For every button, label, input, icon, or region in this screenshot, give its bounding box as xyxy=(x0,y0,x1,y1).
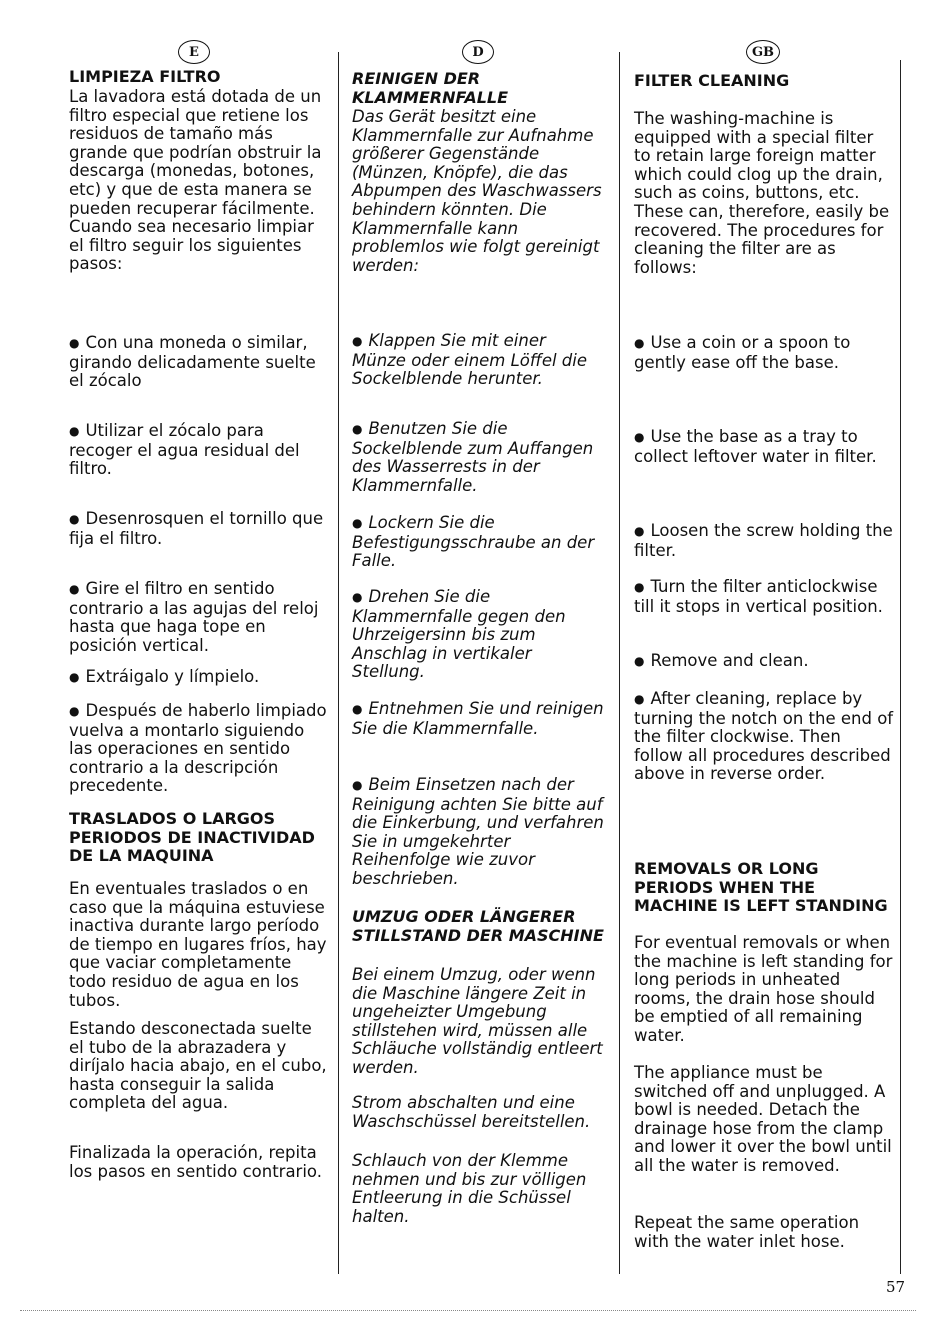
es-heading-filter: LIMPIEZA FILTRO xyxy=(69,67,221,86)
gb-intro-paragraph: The washing-machine is equipped with a special filter to retain large foreign matter which could clog up the drain, such as coins, buttons, etc. These can, therefore, easily be recovered. The procedures for cleaning the filter are as follows: xyxy=(634,109,890,277)
de-step-4: ● Drehen Sie die Klammernfalle gegen den Uhrzeigersinn bis zum Anschlag in vertikaler Stellung. xyxy=(352,588,604,682)
de-step-3: ● Lockern Sie die Befestigungsschraube an der Falle. xyxy=(352,514,604,571)
page-number: 57 xyxy=(886,1278,906,1296)
de-step-5: ● Entnehmen Sie und reinigen Sie die Klammernfalle. xyxy=(352,700,604,738)
gb-step-1: ● Use a coin or a spoon to gently ease off the base. xyxy=(634,334,894,372)
footer-rule xyxy=(20,1310,916,1311)
gb-step-6: ● After cleaning, replace by turning the notch on the end of the filter clockwise. Then follow all procedures described above in reverse order. xyxy=(634,690,894,784)
es-step-1: ● Con una moneda o similar, girando delicadamente suelte el zócalo xyxy=(69,334,331,391)
es-step-3: ● Desenrosquen el tornillo que fija el filtro. xyxy=(69,510,331,548)
gb-heading-removals: REMOVALS OR LONG PERIODS WHEN THE MACHINE IS LEFT STANDING xyxy=(634,859,888,915)
es-removals-paragraph-2: Estando desconectada suelte el tubo de la abrazadera y diríjalo hacia abajo, en el cubo, hasta conseguir la salida completa del agua. xyxy=(69,1019,327,1113)
gb-step-4: ● Turn the filter anticlockwise till it stops in vertical position. xyxy=(634,578,894,616)
de-heading-filter: REINIGEN DER KLAMMERNFALLE xyxy=(352,69,509,107)
de-removals-paragraph-2: Strom abschalten und eine Waschschüssel bereitstellen. xyxy=(352,1093,591,1131)
es-intro-paragraph: La lavadora está dotada de un filtro especial que retiene los residuos de tamaño más grande que podrían obstruir la descarga (monedas, botones, etc) y que de esta manera se pueden recuperar fácilmente. Cuando sea necesario limpiar el filtro seguir los siguientes pasos: xyxy=(69,87,322,274)
de-removals-paragraph-3: Schlauch von der Klemme nehmen und bis zur völligen Entleerung in die Schüssel halten. xyxy=(352,1151,587,1226)
language-badge-gb: GB xyxy=(746,40,780,64)
gb-step-5: ● Remove and clean. xyxy=(634,652,894,672)
language-badge-de: D xyxy=(462,40,494,64)
language-badge-es: E xyxy=(178,40,210,64)
es-heading-removals: TRASLADOS O LARGOS PERIODOS DE INACTIVIDAD DE LA MAQUINA xyxy=(69,809,315,865)
gb-removals-paragraph-1: For eventual removals or when the machine is left standing for long periods in unheated rooms, the drain hose should be emptied of all remaining water. xyxy=(634,933,893,1045)
gb-heading-filter: FILTER CLEANING xyxy=(634,71,790,90)
gb-step-3: ● Loosen the screw holding the filter. xyxy=(634,522,894,560)
column-divider-3 xyxy=(900,60,901,1274)
es-removals-paragraph-3: Finalizada la operación, repita los pasos en sentido contrario. xyxy=(69,1143,322,1181)
column-divider-1 xyxy=(338,52,339,1274)
es-step-2: ● Utilizar el zócalo para recoger el agua residual del filtro. xyxy=(69,422,331,479)
de-heading-removals: UMZUG ODER LÄNGERER STILLSTAND DER MASCHINE xyxy=(352,907,604,945)
gb-removals-paragraph-3: Repeat the same operation with the water inlet hose. xyxy=(634,1213,860,1251)
de-removals-paragraph-1: Bei einem Umzug, oder wenn die Maschine längere Zeit in ungeheizter Umgebung stillstehen wird, müssen alle Schläuche vollständig entleert werden. xyxy=(352,965,603,1077)
de-intro-paragraph: Das Gerät besitzt eine Klammernfalle zur Aufnahme größerer Gegenstände (Münzen, Knöpfe), die das Abpumpen des Waschwassers behindern könnten. Die Klammernfalle kann problemlos wie folgt gereinigt werden: xyxy=(352,107,602,275)
de-step-1: ● Klappen Sie mit einer Münze oder einem Löffel die Sockelblende herunter. xyxy=(352,332,604,389)
gb-step-2: ● Use the base as a tray to collect leftover water in filter. xyxy=(634,428,894,466)
gb-removals-paragraph-2: The appliance must be switched off and unplugged. A bowl is needed. Detach the drainage hose from the clamp and lower it over the bowl until all the water is removed. xyxy=(634,1063,892,1175)
de-step-2: ● Benutzen Sie die Sockelblende zum Auffangen des Wasserrests in der Klammernfalle. xyxy=(352,420,604,495)
es-step-4: ● Gire el filtro en sentido contrario a las agujas del reloj hasta que haga tope en posición vertical. xyxy=(69,580,331,655)
column-divider-2 xyxy=(619,52,620,1274)
de-step-6: ● Beim Einsetzen nach der Reinigung achten Sie bitte auf die Einkerbung, und verfahren Sie in umgekehrter Reihenfolge wie zuvor beschrieben. xyxy=(352,776,604,889)
es-step-6: ● Después de haberlo limpiado vuelva a montarlo siguiendo las operaciones en sentido contrario a la descripción precedente. xyxy=(69,702,331,796)
es-removals-paragraph-1: En eventuales traslados o en caso que la máquina estuviese inactiva durante largo período de tiempo en lugares fríos, hay que vaciar completamente todo residuo de agua en los tubos. xyxy=(69,879,327,1010)
es-step-5: ● Extráigalo y límpielo. xyxy=(69,668,331,688)
